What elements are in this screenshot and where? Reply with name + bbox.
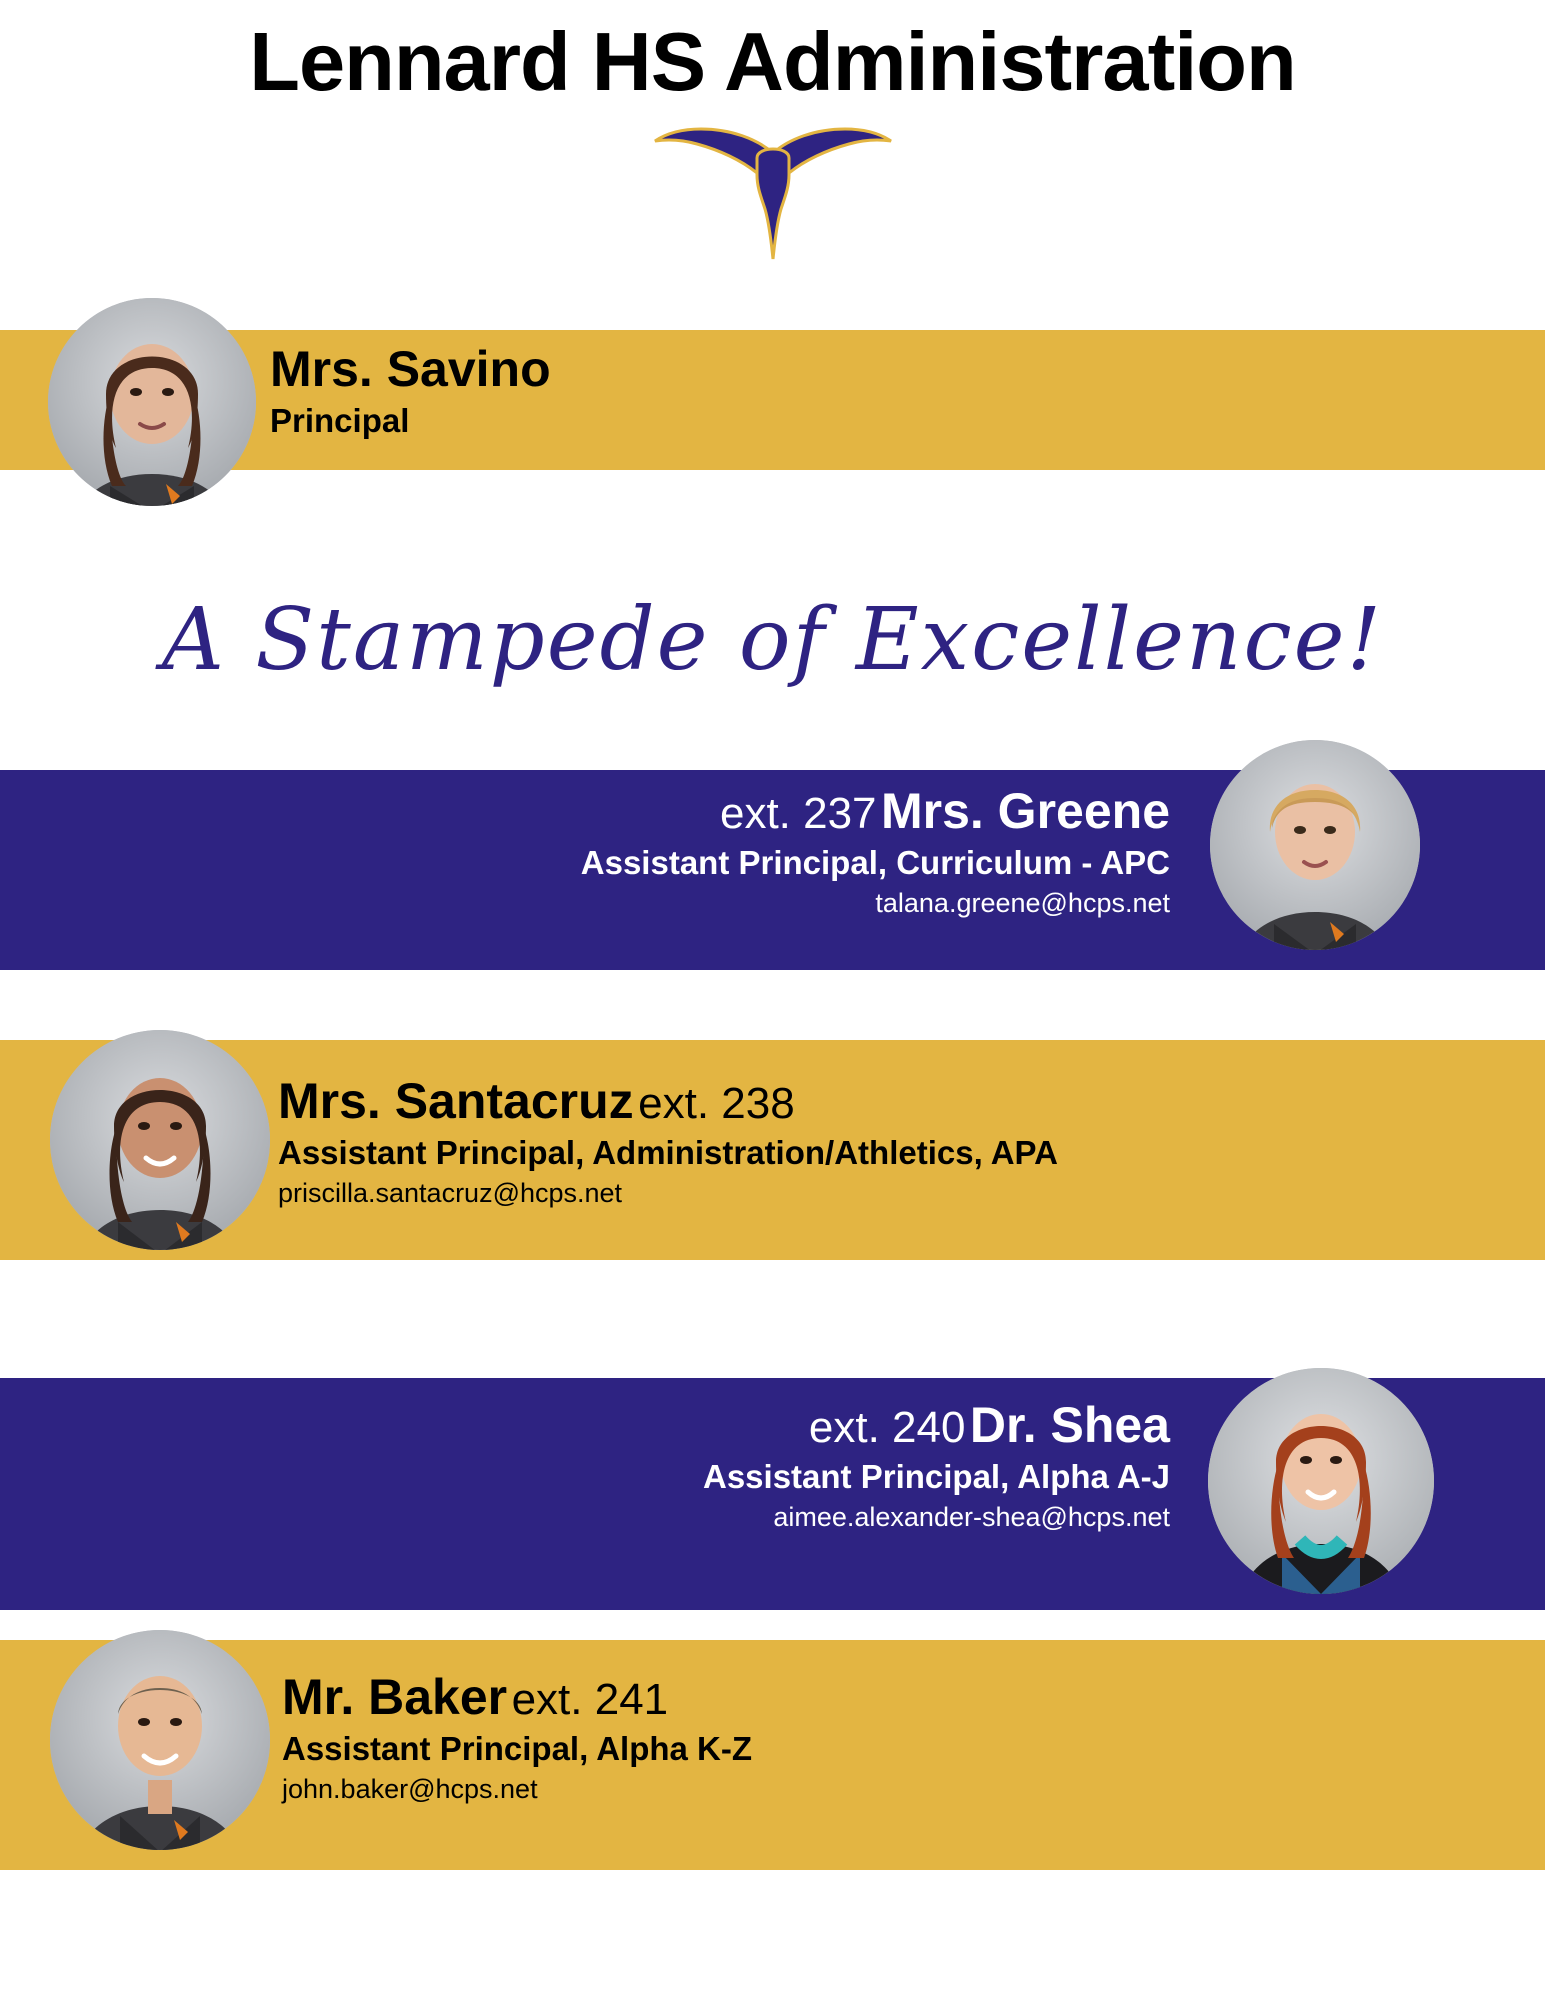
staff-text-santacruz xyxy=(278,1072,1478,1209)
staff-name: Dr. Shea xyxy=(969,1397,1170,1453)
staff-text-savino xyxy=(270,340,1130,446)
staff-name: Mr. Baker xyxy=(282,1669,508,1725)
avatar-baker xyxy=(50,1630,270,1850)
avatar-shea xyxy=(1208,1368,1434,1594)
staff-ext: ext. 238 xyxy=(638,1079,795,1128)
staff-role: Assistant Principal, Administration/Athletics, APA xyxy=(278,1134,1058,1171)
staff-email[interactable]: priscilla.santacruz@hcps.net xyxy=(278,1178,623,1208)
staff-role: Principal xyxy=(270,402,410,439)
staff-ext: ext. 237 xyxy=(719,789,877,838)
staff-ext: ext. 240 xyxy=(808,1403,966,1452)
avatar-greene xyxy=(1210,740,1420,950)
page-title: Lennard HS Administration xyxy=(249,15,1296,108)
staff-role: Assistant Principal, Alpha A-J xyxy=(703,1458,1170,1495)
staff-email[interactable]: aimee.alexander-shea@hcps.net xyxy=(773,1502,1170,1532)
staff-name: Mrs. Greene xyxy=(880,783,1170,839)
staff-text-shea xyxy=(180,1396,1170,1533)
longhorn-logo xyxy=(0,113,1545,253)
staff-name: Mrs. Santacruz xyxy=(278,1073,634,1129)
avatar-savino xyxy=(48,298,256,506)
tagline: A Stampede of Excellence! xyxy=(161,590,1384,690)
staff-text-greene xyxy=(200,782,1170,919)
staff-text-baker xyxy=(282,1668,1382,1805)
staff-name: Mrs. Savino xyxy=(270,341,551,397)
staff-role: Assistant Principal, Curriculum - APC xyxy=(580,844,1170,881)
staff-email[interactable]: talana.greene@hcps.net xyxy=(875,888,1170,918)
longhorn-icon xyxy=(653,113,893,263)
avatar-santacruz xyxy=(50,1030,270,1250)
staff-ext: ext. 241 xyxy=(511,1675,669,1724)
staff-email[interactable]: john.baker@hcps.net xyxy=(282,1774,538,1804)
staff-role: Assistant Principal, Alpha K-Z xyxy=(282,1730,753,1767)
